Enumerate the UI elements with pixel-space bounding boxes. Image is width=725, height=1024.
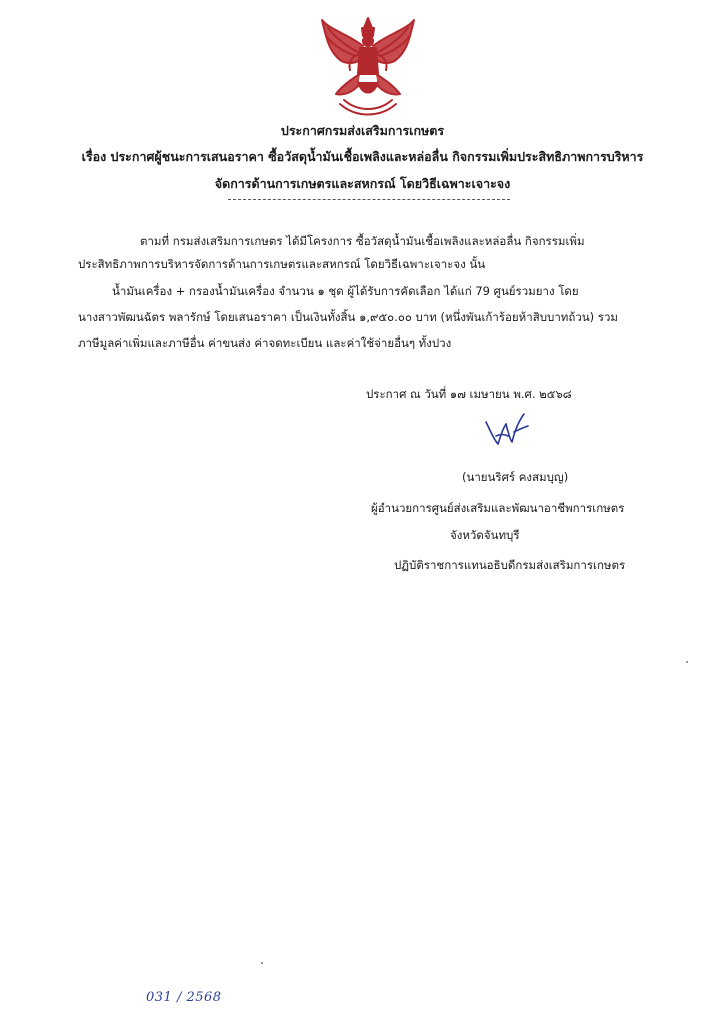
scan-speck [686,661,688,663]
announce-date: ประกาศ ณ วันที่ ๑๗ เมษายน พ.ศ. ๒๕๖๘ [366,387,572,401]
garuda-emblem-icon [318,14,418,118]
signer-name: (นายนริศร์ คงสมบุญ) [462,470,569,484]
body-paragraph-line: ประสิทธิภาพการบริหารจัดการด้านการเกษตรและสหกรณ์ โดยวิธีเฉพาะเจาะจง นั้น [78,257,486,271]
signer-province: จังหวัดจันทบุรี [450,528,520,542]
body-paragraph-line: ภาษีมูลค่าเพิ่มและภาษีอื่น ค่าขนส่ง ค่าจดทะเบียน และค่าใช้จ่ายอื่นๆ ทั้งปวง [78,336,452,350]
dashed-divider [228,199,510,200]
body-paragraph-line: นางสาวพัฒนฉัตร พลารักษ์ โดยเสนอราคา เป็นเงินทั้งสิ้น ๑,๙๕๐.๐๐ บาท (หนึ่งพันเก้าร้อยห้าสิบบาทถ้วน) รวม [78,310,619,324]
signer-acting-role: ปฏิบัติราชการแทนอธิบดีกรมส่งเสริมการเกษตร [394,558,626,572]
signer-position: ผู้อำนวยการศูนย์ส่งเสริมและพัฒนาอาชีพการเกษตร [371,501,625,515]
body-paragraph-line: น้ำมันเครื่อง + กรองน้ำมันเครื่อง จำนวน ๑ ชุด ผู้ได้รับการคัดเลือก ได้แก่ 79 ศูนย์รวมยาง โดย [112,284,579,298]
scan-speck [261,962,263,964]
announcement-title: ประกาศกรมส่งเสริมการเกษตร [280,123,445,138]
subject-line-1: เรื่อง ประกาศผู้ชนะการเสนอราคา ซื้อวัสดุน้ำมันเชื้อเพลิงและหล่อลื่น กิจกรรมเพิ่มประสิทธิภาพการบริหาร [81,149,644,164]
signature-icon [484,412,530,448]
handwritten-reference-note: 031 / 2568 [146,990,222,1005]
subject-line-2: จัดการด้านการเกษตรและสหกรณ์ โดยวิธีเฉพาะเจาะจง [214,176,511,191]
body-paragraph-line: ตามที่ กรมส่งเสริมการเกษตร ได้มีโครงการ ซื้อวัสดุน้ำมันเชื้อเพลิงและหล่อลื่น กิจกรรมเพิ่ม [140,234,585,248]
